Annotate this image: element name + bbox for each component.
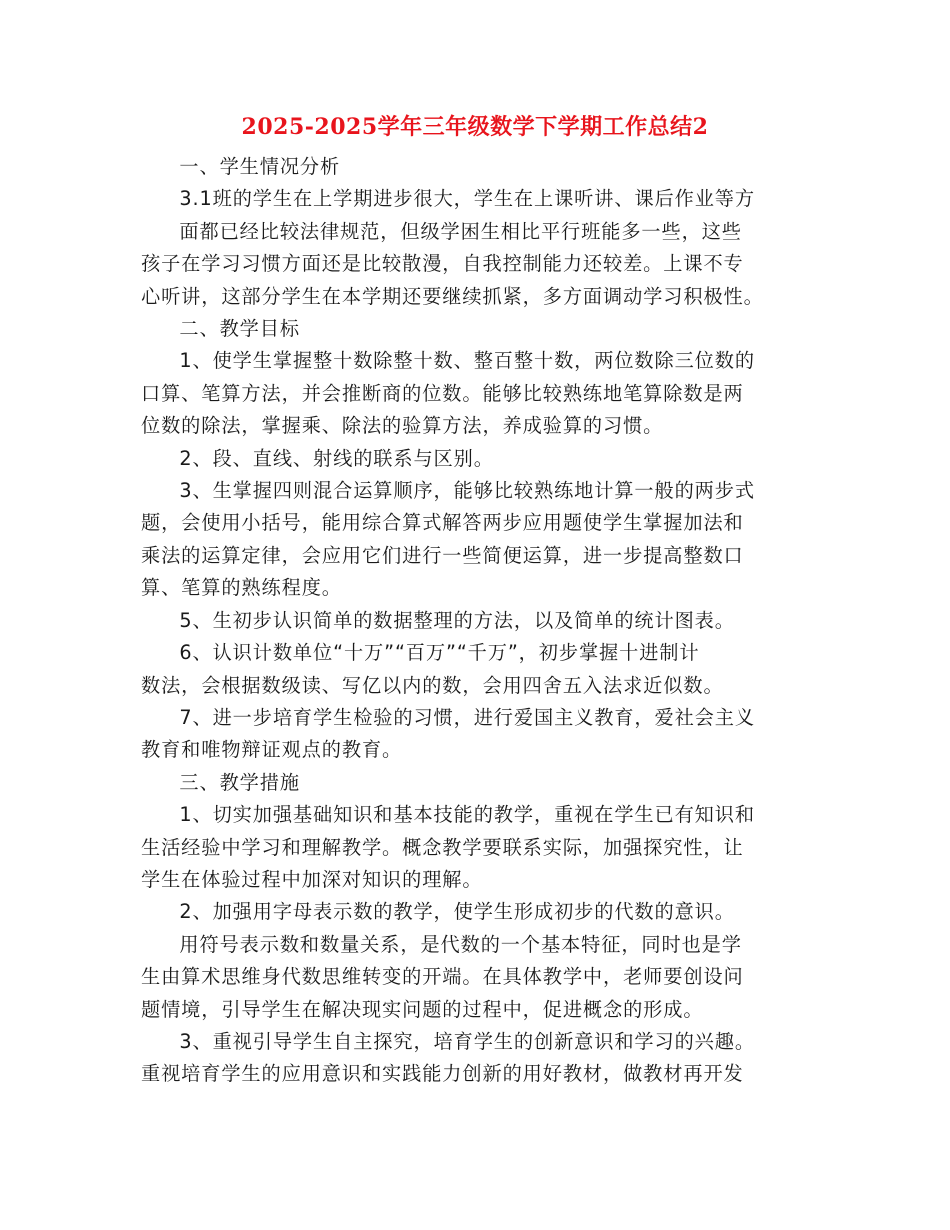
paragraph-goal-1 — [141, 345, 813, 377]
paragraph-goal-7 — [141, 702, 813, 734]
paragraph-measure-1 — [141, 799, 813, 831]
text-line: 生由算术思维身代数思维转变的开端。在具体教学中，老师要创设问 — [141, 965, 744, 989]
text-line: 1、切实加强基础知识和基本技能的教学，重视在学生已有知识和 — [179, 803, 755, 827]
text-line: 7、进一步培育学生检验的习惯，进行爱国主义教育，爱社会主义 — [179, 705, 755, 729]
text-line: 一、学生情况分析 — [179, 155, 341, 178]
text-line: 位数的除法，掌握乘、除法的验算方法，养成验算的习惯。 — [141, 414, 664, 438]
paragraph-measure-2-detail — [141, 929, 813, 961]
text-line: 口算、笔算方法，并会推断商的位数。能够比较熟练地笔算除数是两 — [141, 381, 744, 405]
text-line: 5、生初步认识简单的数据整理的方法，以及简单的统计图表。 — [179, 608, 735, 632]
text-line: 6、认识计数单位“十万”“百万”“千万”，初步掌握十进制计 — [179, 641, 700, 665]
text-line: 1、使学生掌握整十数除整十数、整百整十数，两位数除三位数的 — [179, 349, 755, 373]
paragraph-goal-1-cont — [141, 378, 813, 443]
text-line: 2、段、直线、射线的联系与区别。 — [179, 446, 494, 470]
paragraph-measure-2-detail-cont — [141, 961, 813, 1026]
heading-teaching-goals — [141, 313, 813, 345]
text-line: 题情境，引导学生在解决现实问题的过程中，促进概念的形成。 — [141, 997, 704, 1021]
paragraph-measure-1-cont — [141, 832, 813, 897]
paragraph-goal-6-cont — [141, 670, 813, 702]
paragraph-goal-5 — [141, 605, 813, 637]
text-line: 心听讲，这部分学生在本学期还要继续抓紧，多方面调动学习积极性。 — [141, 284, 764, 308]
text-line: 孩子在学习习惯方面还是比较散漫，自我控制能力还较差。上课不专 — [141, 252, 744, 276]
text-line: 二、教学目标 — [179, 317, 300, 341]
text-line: 教育和唯物辩证观点的教育。 — [141, 738, 403, 762]
text-line: 三、教学措施 — [179, 770, 300, 794]
paragraph-goal-6 — [141, 637, 813, 669]
text-line: 数法，会根据数级读、写亿以内的数，会用四舍五入法求近似数。 — [141, 673, 724, 697]
paragraph-goal-2 — [141, 443, 813, 475]
text-line: 重视培育学生的应用意识和实践能力创新的用好教材，做教材再开发 — [141, 1062, 744, 1086]
paragraph-goal-7-cont — [141, 734, 813, 766]
paragraph-measure-3-cont — [141, 1058, 813, 1090]
text-line: 3、重视引导学生自主探究，培育学生的创新意识和学习的兴趣。 — [179, 1029, 755, 1053]
heading-teaching-measures — [141, 767, 813, 799]
text-line: 3.1班的学生在上学期进步很大，学生在上课听讲、课后作业等方 — [179, 187, 755, 211]
text-line: 3、生掌握四则混合运算顺序，能够比较熟练地计算一般的两步式 — [179, 479, 755, 503]
text-line: 算、笔算的熟练程度。 — [141, 576, 342, 600]
paragraph-measure-3 — [141, 1026, 813, 1058]
paragraph-goal-3-cont — [141, 507, 813, 604]
text-line: 学生在体验过程中加深对知识的理解。 — [141, 867, 483, 891]
document-title: 2025-2025学年三年级数学下学期工作总结2 — [241, 114, 709, 140]
paragraph-goal-3 — [141, 475, 813, 507]
text-line: 生活经验中学习和理解教学。概念教学要联系实际，加强探究性，让 — [141, 835, 744, 859]
text-line: 用符号表示数和数量关系，是代数的一个基本特征，同时也是学 — [179, 932, 742, 956]
paragraph-student-analysis-cont — [141, 248, 813, 313]
heading-student-analysis — [141, 151, 813, 183]
text-line: 乘法的运算定律，会应用它们进行一些简便运算，进一步提高整数口 — [141, 543, 744, 567]
document-body — [141, 151, 813, 1091]
text-line: 2、加强用字母表示数的教学，使学生形成初步的代数的意识。 — [179, 900, 735, 924]
paragraph-student-analysis — [141, 183, 813, 248]
paragraph-measure-2 — [141, 896, 813, 928]
text-line: 题，会使用小括号，能用综合算式解答两步应用题使学生掌握加法和 — [141, 511, 744, 535]
text-line: 面都已经比较法律规范，但级学困生相比平行班能多一些，这些 — [179, 219, 742, 243]
